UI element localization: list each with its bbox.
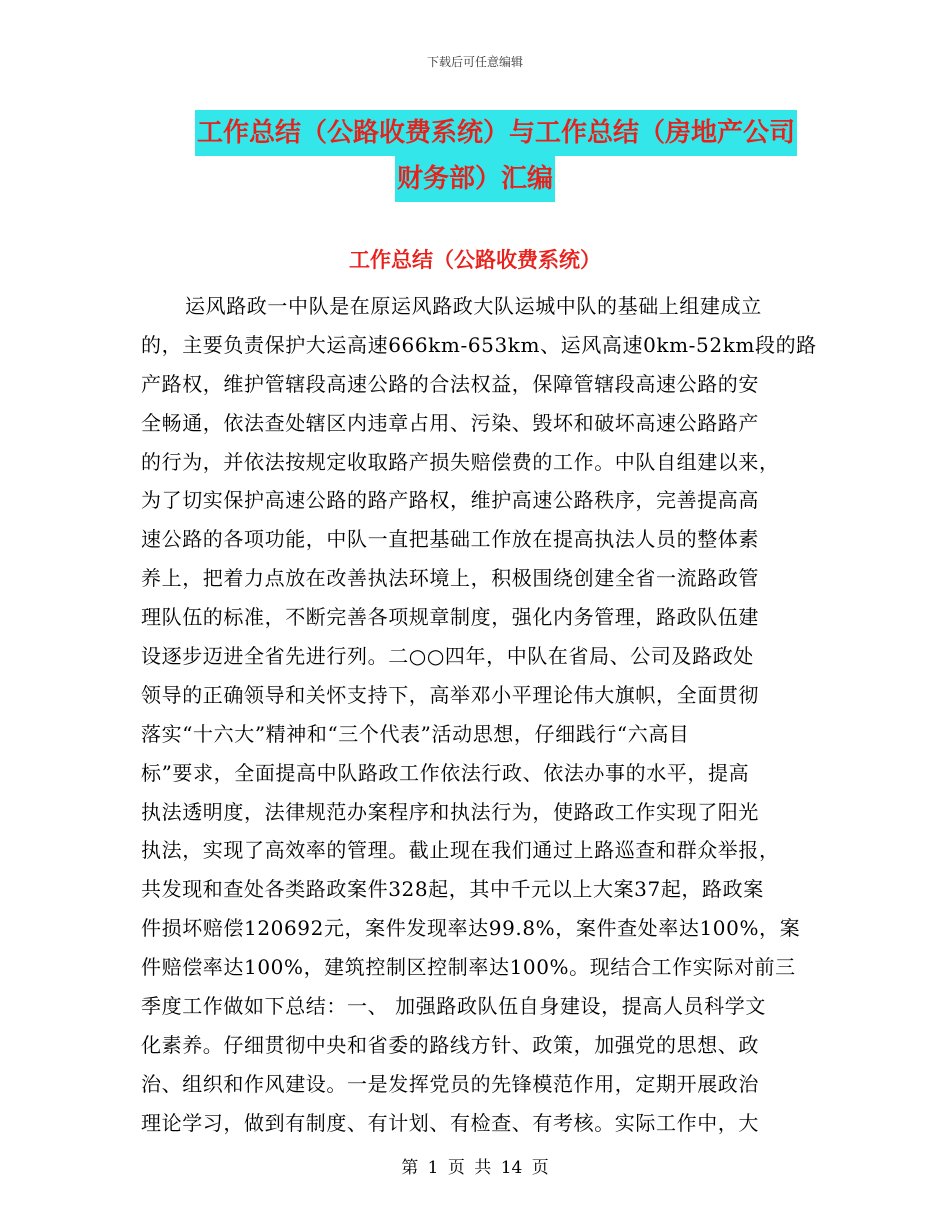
- body-line: 产路权，维护管辖段高速公路的合法权益，保障管辖段高速公路的安: [141, 371, 759, 396]
- document-title: [195, 110, 815, 202]
- body-line: 养上，把着力点放在改善执法环境上，积极围绕创建全省一流路政管: [141, 566, 759, 591]
- body-line: 治、组织和作风建设。一是发挥党员的先锋模范作用，定期开展政治: [141, 1071, 759, 1096]
- body-line: 化素养。仔细贯彻中央和省委的路线方针、政策，加强党的思想、政: [141, 1032, 759, 1057]
- body-line: 执法透明度，法律规范办案程序和执法行为，使路政工作实现了阳光: [141, 799, 759, 824]
- body-line: 理论学习，做到有制度、有计划、有检查、有考核。实际工作中，大: [141, 1110, 759, 1135]
- body-paragraph: [141, 287, 817, 1143]
- body-line: 件损坏赔偿120692元，案件发现率达99.8%，案件查处率达100%，案: [141, 916, 801, 941]
- body-line: 全畅通，依法查处辖区内违章占用、污染、毁坏和破坏高速公路路产: [141, 410, 759, 435]
- section-title: 工作总结（公路收费系统）: [349, 248, 601, 272]
- body-line: 落实“十六大”精神和“三个代表”活动思想，仔细践行“六高目: [141, 721, 690, 746]
- title-line-2: 财务部）汇编: [395, 156, 555, 202]
- body-line: 季度工作做如下总结：一、 加强路政队伍自身建设，提高人员科学文: [141, 994, 766, 1019]
- body-line: 速公路的各项功能，中队一直把基础工作放在提高执法人员的整体素: [141, 527, 759, 552]
- title-line-1: 工作总结（公路收费系统）与工作总结（房地产公司: [195, 110, 797, 156]
- body-line: 的行为，并依法按规定收取路产损失赔偿费的工作。中队自组建以来，: [141, 449, 780, 474]
- page-footer: 第 1 页 共 14 页: [401, 1158, 549, 1178]
- body-line: 执法，实现了高效率的管理。截止现在我们通过上路巡查和群众举报，: [141, 838, 780, 863]
- body-line: 共发现和查处各类路政案件328起，其中千元以上大案37起，路政案: [141, 877, 764, 902]
- body-line: 运风路政一中队是在原运风路政大队运城中队的基础上组建成立: [185, 294, 762, 318]
- body-line: 理队伍的标准，不断完善各项规章制度，强化内务管理，路政队伍建: [141, 605, 759, 630]
- body-line: 的，主要负责保护大运高速666km-653km、运风高速0km-52km段的路: [141, 332, 817, 357]
- body-line: 为了切实保护高速公路的路产路权，维护高速公路秩序，完善提高高: [141, 488, 759, 513]
- body-line: 件赔偿率达100%，建筑控制区控制率达100%。现结合工作实际对前三: [141, 955, 796, 980]
- body-line: 设逐步迈进全省先进行列。二○○四年，中队在省局、公司及路政处: [141, 644, 754, 669]
- header-note: 下载后可任意编辑: [426, 55, 523, 69]
- body-line: 领导的正确领导和关怀支持下，高举邓小平理论伟大旗帜，全面贯彻: [141, 682, 759, 707]
- body-line: 标”要求，全面提高中队路政工作依法行政、依法办事的水平，提高: [141, 760, 750, 785]
